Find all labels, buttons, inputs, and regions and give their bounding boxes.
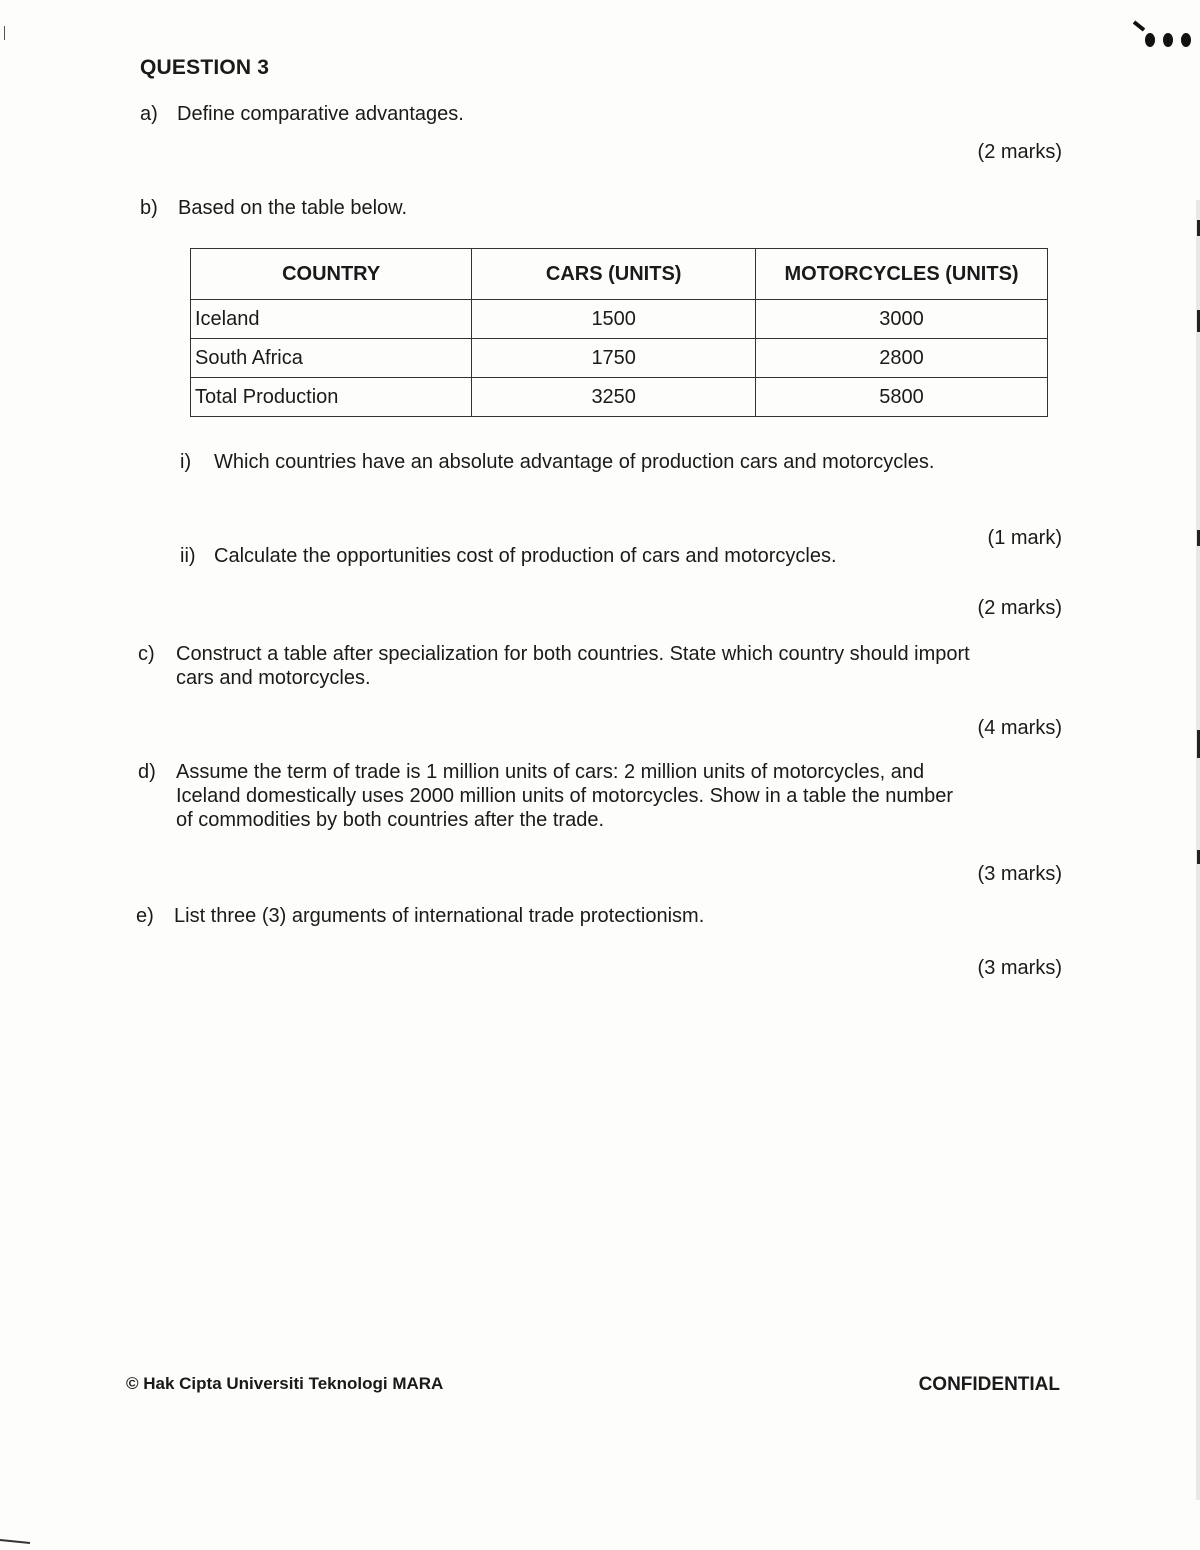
part-b-i: [180, 450, 1060, 474]
table-cell-country: Iceland: [191, 300, 472, 339]
part-b-ii: [180, 544, 1060, 568]
corner-ink-marks-icon: [1130, 18, 1200, 48]
part-b-ii-text: Calculate the opportunities cost of production of cars and motorcycles.: [214, 545, 837, 567]
part-c-line-1: Construct a table after specialization for both countries. State which country should import: [176, 643, 970, 665]
part-b-ii-marks: (2 marks): [977, 597, 1062, 619]
part-d-label: d): [138, 761, 156, 783]
production-table-wrapper: [190, 248, 1048, 417]
part-c: [138, 642, 1062, 690]
table-row: [191, 339, 1048, 378]
part-e: [136, 904, 1060, 928]
table-cell-country: South Africa: [191, 339, 472, 378]
part-b-ii-label: ii): [180, 545, 196, 567]
part-e-text: List three (3) arguments of international trade protectionism.: [174, 905, 705, 927]
table-cell-cars: 1750: [472, 339, 756, 378]
part-a: [140, 102, 1060, 126]
part-b-label: b): [140, 197, 158, 219]
table-header-motorcycles: MOTORCYCLES (UNITS): [756, 249, 1048, 300]
margin-mark: [4, 26, 5, 40]
question-title: QUESTION 3: [140, 56, 270, 79]
part-b-i-text: Which countries have an absolute advantage of production cars and motorcycles.: [214, 451, 935, 473]
part-b-i-label: i): [180, 451, 192, 473]
part-d: [138, 760, 1062, 832]
part-e-marks: (3 marks): [977, 957, 1062, 979]
footer-copyright: © Hak Cipta Universiti Teknologi MARA: [126, 1374, 444, 1393]
part-a-text: Define comparative advantages.: [177, 103, 464, 125]
table-header-row: [191, 249, 1048, 300]
part-d-line-1: Assume the term of trade is 1 million units of cars: 2 million units of motorcycles, and: [176, 761, 925, 783]
part-c-label: c): [138, 643, 155, 665]
part-d-marks: (3 marks): [977, 863, 1062, 885]
table-cell-country: Total Production: [191, 378, 472, 417]
part-b-text: Based on the table below.: [178, 197, 408, 219]
part-a-label: a): [140, 103, 158, 125]
page-edge-shadow: [1190, 200, 1200, 1500]
production-table: [190, 248, 1048, 417]
table-cell-motorcycles: 2800: [756, 339, 1048, 378]
part-c-marks: (4 marks): [977, 717, 1062, 739]
footer-confidential: CONFIDENTIAL: [918, 1374, 1060, 1395]
table-header-country: COUNTRY: [191, 249, 472, 300]
part-e-label: e): [136, 905, 154, 927]
table-header-cars: CARS (UNITS): [472, 249, 756, 300]
bottom-edge-mark: [0, 1538, 40, 1544]
table-cell-motorcycles: 5800: [756, 378, 1048, 417]
part-b: [140, 196, 1060, 220]
table-row: [191, 378, 1048, 417]
part-d-line-2: Iceland domestically uses 2000 million units of motorcycles. Show in a table the number: [176, 785, 954, 807]
part-b-i-marks: (1 mark): [987, 527, 1062, 549]
table-cell-cars: 1500: [472, 300, 756, 339]
table-cell-motorcycles: 3000: [756, 300, 1048, 339]
table-row: [191, 300, 1048, 339]
part-d-line-3: of commodities by both countries after the trade.: [176, 809, 604, 831]
part-a-marks: (2 marks): [977, 141, 1062, 163]
part-c-line-2: cars and motorcycles.: [176, 667, 371, 689]
table-cell-cars: 3250: [472, 378, 756, 417]
